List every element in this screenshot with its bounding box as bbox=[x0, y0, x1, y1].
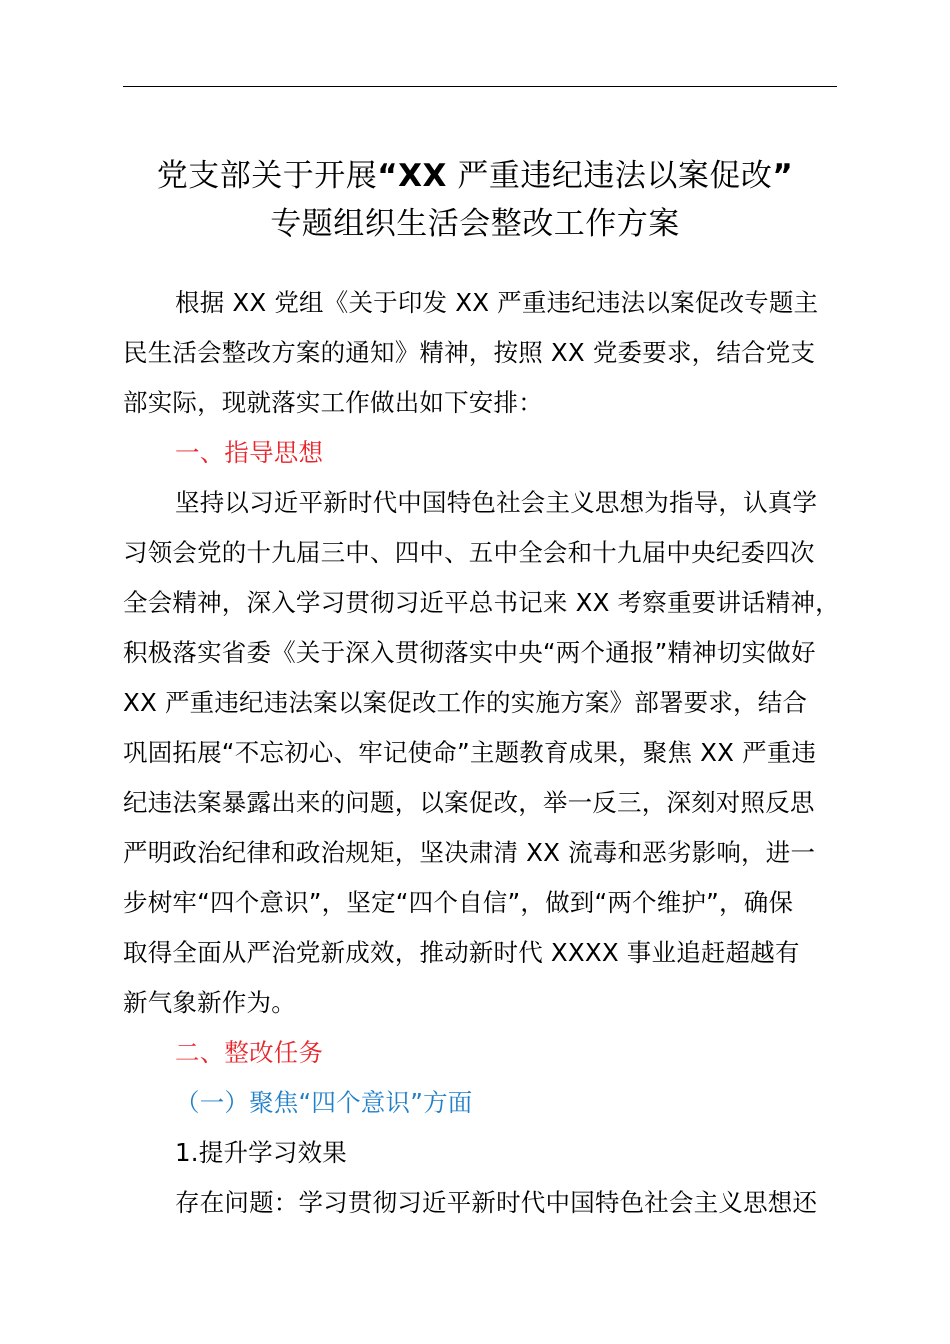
title-part-c: 严重违纪违法以案促改 bbox=[446, 158, 773, 194]
item-1-paragraph-line: 存在问题：学习贯彻习近平新时代中国特色社会主义思想还 bbox=[175, 1188, 818, 1217]
section-1-paragraph-line: 全会精神，深入学习贯彻习近平总书记来 XX 考察重要讲话精神， bbox=[123, 588, 840, 617]
section-1-paragraph-line: 积极落实省委《关于深入贯彻落实中央“两个通报”精神切实做好 bbox=[123, 638, 816, 667]
section-1-paragraph-line: 取得全面从严治党新成效，推动新时代 XXXX 事业追赶超越有 bbox=[123, 938, 800, 967]
intro-paragraph-line: 部实际，现就落实工作做出如下安排： bbox=[123, 388, 543, 417]
section-1-paragraph-line: 坚持以习近平新时代中国特色社会主义思想为指导，认真学 bbox=[175, 488, 818, 517]
section-1-paragraph-line: 步树牢“四个意识”，坚定“四个自信”，做到“两个维护”，确保 bbox=[123, 888, 794, 917]
document-body bbox=[123, 278, 840, 1228]
subsection-1-heading: （一）聚焦“四个意识”方面 bbox=[175, 1088, 473, 1117]
section-1-heading: 一、指导思想 bbox=[175, 438, 324, 467]
section-2-heading: 二、整改任务 bbox=[175, 1038, 324, 1067]
document-title-line-2: 专题组织生活会整改工作方案 bbox=[270, 206, 680, 242]
intro-paragraph-line: 民生活会整改方案的通知》精神，按照 XX 党委要求，结合党支 bbox=[123, 338, 816, 367]
title-part-b: “XX bbox=[377, 158, 447, 194]
header-rule bbox=[123, 86, 837, 87]
section-1-paragraph-line: 新气象新作为。 bbox=[123, 988, 296, 1017]
section-1-paragraph-line: 纪违法案暴露出来的问题，以案促改，举一反三，深刻对照反思 bbox=[123, 788, 815, 817]
intro-paragraph-line: 根据 XX 党组《关于印发 XX 严重违纪违法以案促改专题主 bbox=[175, 288, 819, 317]
section-1-paragraph-line: 巩固拓展“不忘初心、牢记使命”主题教育成果，聚焦 XX 严重违 bbox=[123, 738, 817, 767]
title-part-a: 党支部关于开展 bbox=[156, 158, 378, 194]
section-1-paragraph-line: XX 严重违纪违法案以案促改工作的实施方案》部署要求，结合 bbox=[123, 688, 808, 717]
item-1-heading: 1.提升学习效果 bbox=[175, 1138, 347, 1167]
document-title-line-1 bbox=[100, 156, 850, 196]
title-part-d: ” bbox=[772, 158, 794, 194]
section-1-paragraph-line: 严明政治纪律和政治规矩，坚决肃清 XX 流毒和恶劣影响，进一 bbox=[123, 838, 816, 867]
section-1-paragraph-line: 习领会党的十九届三中、四中、五中全会和十九届中央纪委四次 bbox=[123, 538, 815, 567]
